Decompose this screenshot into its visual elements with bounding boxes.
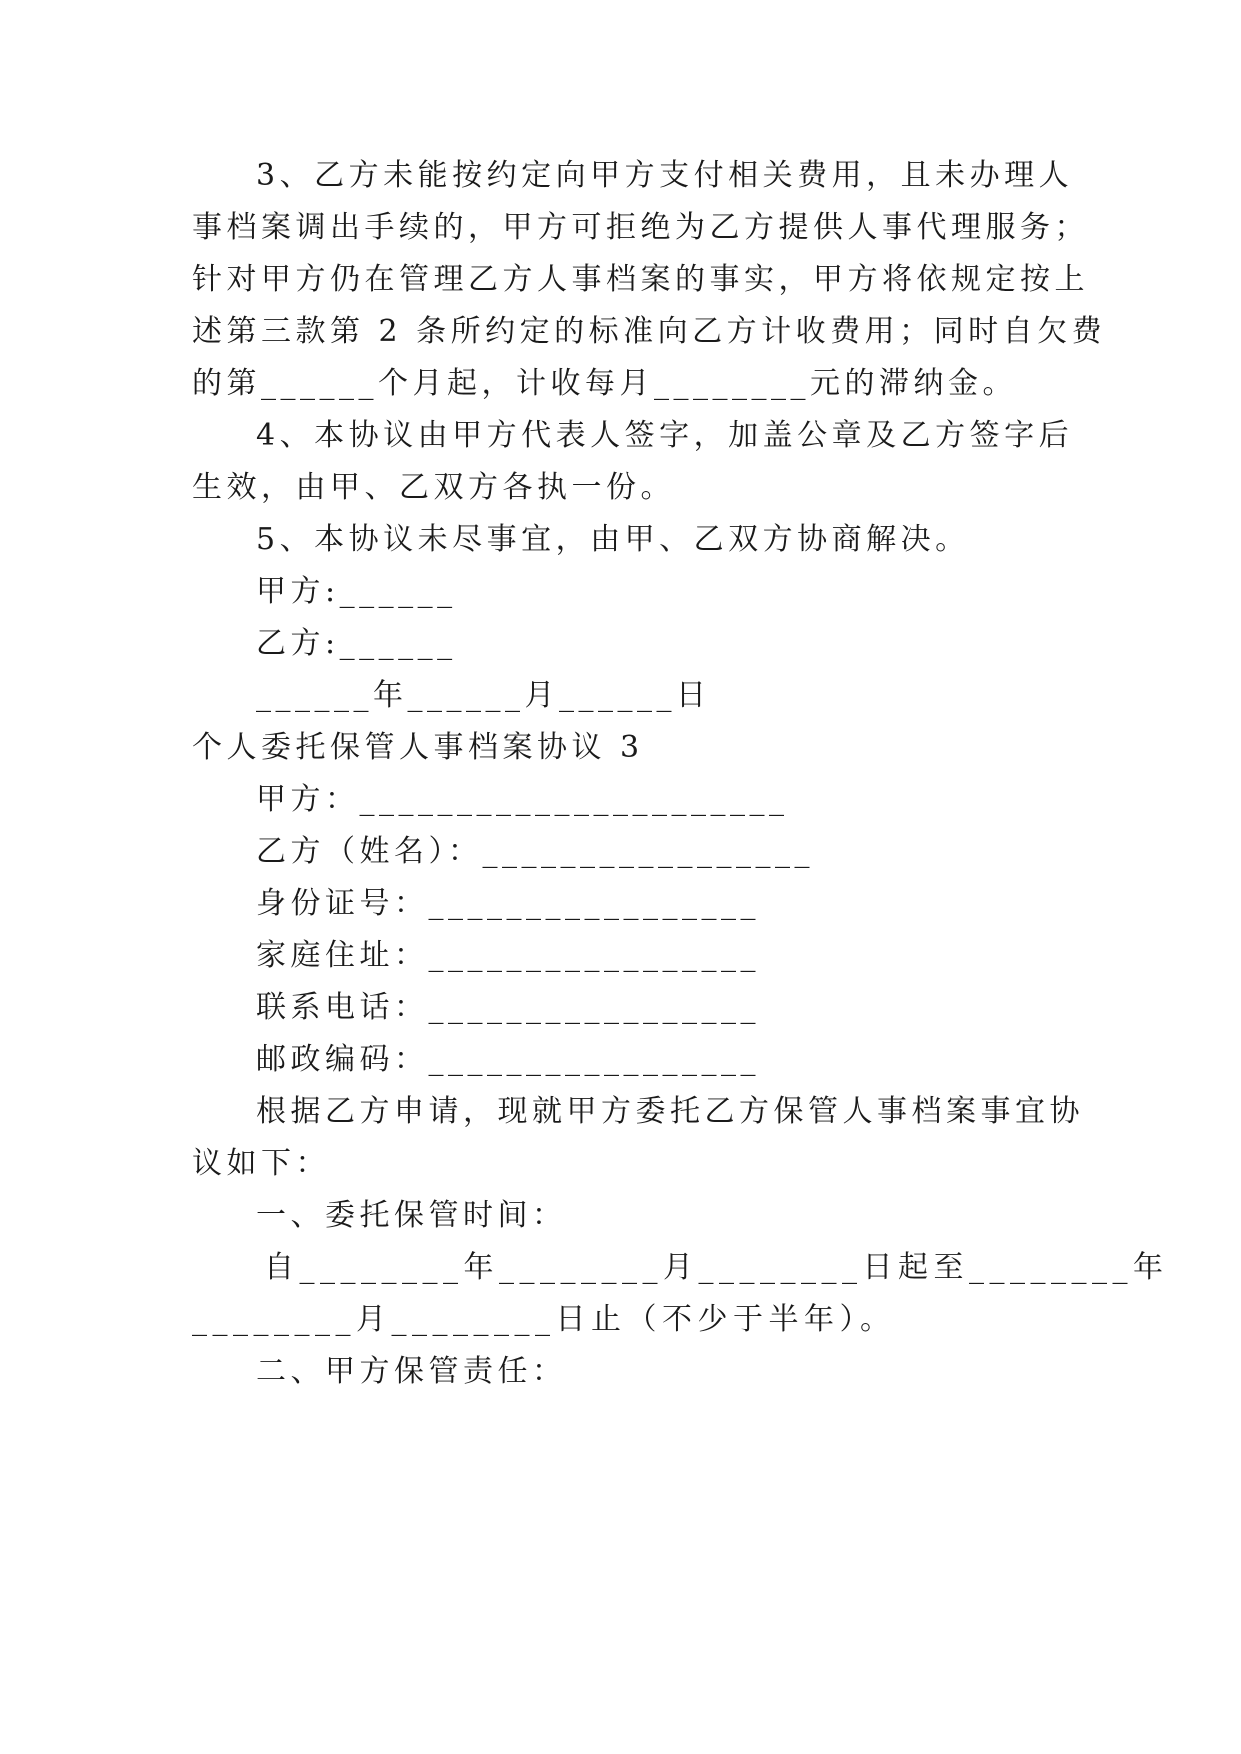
clause-5: 5、本协议未尽事宜，由甲、乙双方协商解决。 <box>256 522 970 557</box>
clause-4-line-1: 4、本协议由甲方代表人签字，加盖公章及乙方签字后 <box>256 418 1074 453</box>
clause-3-line-4: 述第三款第 2 条所约定的标准向乙方计收费用；同时自欠费 <box>192 314 1107 349</box>
clause-4-line-2: 生效，由甲、乙双方各执一份。 <box>192 470 675 505</box>
postal-code-field: 邮政编码：_________________ <box>256 1042 760 1077</box>
intro-line-2: 议如下： <box>192 1146 330 1181</box>
clause-3-line-1: 3、乙方未能按约定向甲方支付相关费用，且未办理人 <box>256 158 1074 193</box>
id-number-field: 身份证号：_________________ <box>256 886 760 921</box>
clause-3-line-3: 针对甲方仍在管理乙方人事档案的事实，甲方将依规定按上 <box>192 262 1089 297</box>
signature-date: ______年______月______日 <box>256 678 711 713</box>
section-1-line-2: ________月________日止（不少于半年）。 <box>192 1302 896 1337</box>
signature-party-a: 甲方:______ <box>256 574 457 609</box>
phone-field: 联系电话：_________________ <box>256 990 760 1025</box>
agreement-3-title: 个人委托保管人事档案协议 3 <box>192 730 644 765</box>
party-a-field: 甲方：______________________ <box>256 782 789 817</box>
section-1-heading: 一、委托保管时间： <box>256 1198 567 1233</box>
clause-3-line-2: 事档案调出手续的，甲方可拒绝为乙方提供人事代理服务； <box>192 210 1089 245</box>
section-2-heading: 二、甲方保管责任： <box>256 1354 567 1389</box>
home-address-field: 家庭住址：_________________ <box>256 938 760 973</box>
clause-3-line-5: 的第______个月起，计收每月________元的滞纳金。 <box>192 366 1017 401</box>
intro-line-1: 根据乙方申请，现就甲方委托乙方保管人事档案事宜协 <box>256 1094 1084 1129</box>
section-1-line-1: 自________年________月________日起至________年 <box>264 1250 1169 1285</box>
signature-party-b: 乙方:______ <box>256 626 457 661</box>
party-b-name-field: 乙方（姓名）：_________________ <box>256 834 814 869</box>
